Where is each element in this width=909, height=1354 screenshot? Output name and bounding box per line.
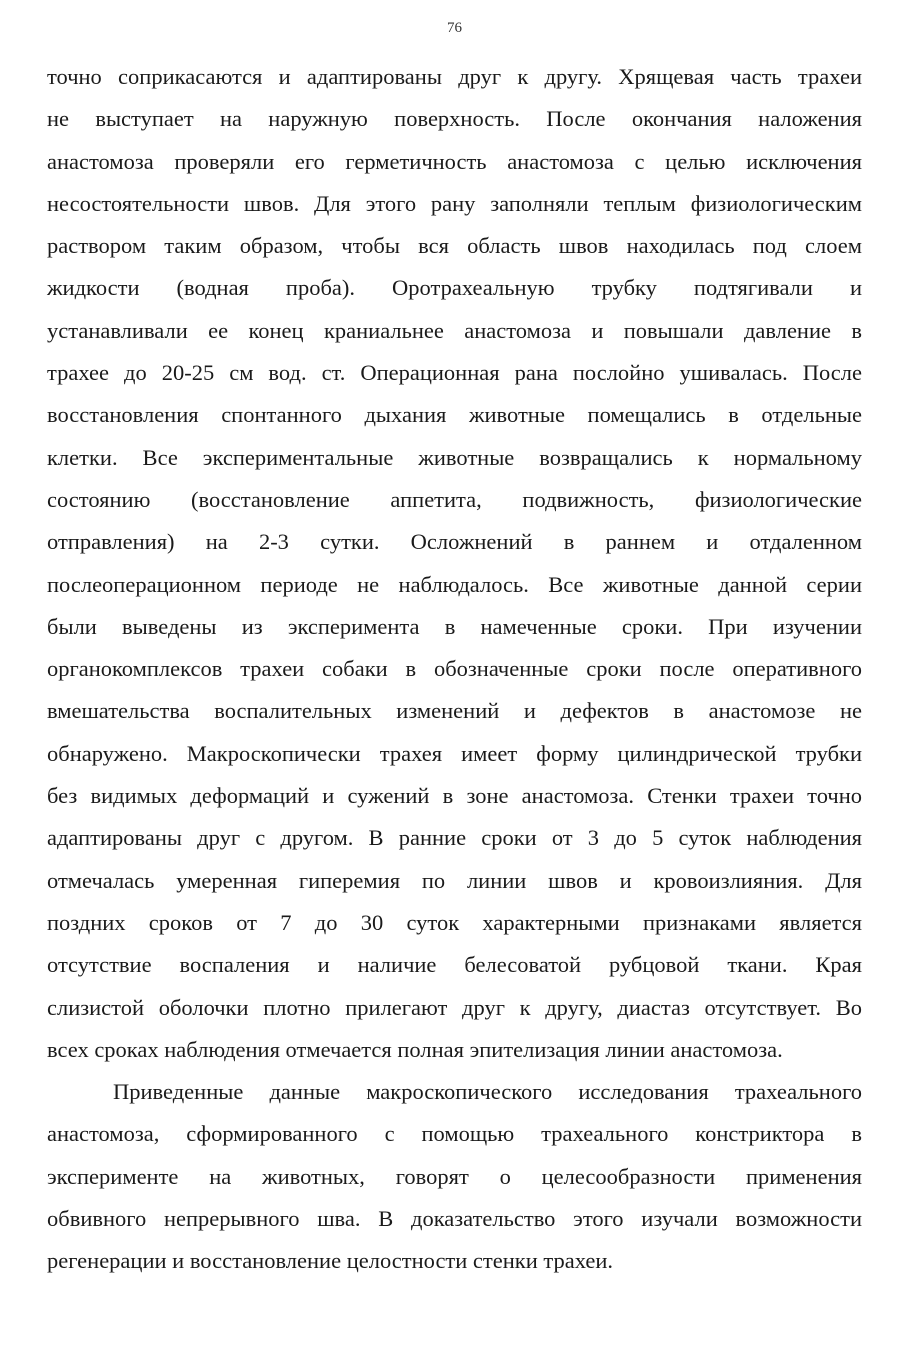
text-line: Приведенные данные макроскопического исследования трахеального xyxy=(113,1079,862,1105)
text-line: эксперименте на животных, говорят о целесообразности применения xyxy=(47,1163,862,1189)
text-line: вмешательства воспалительных изменений и дефектов в анастомозе не xyxy=(47,698,862,724)
text-line: обвивного непрерывного шва. В доказательство этого изучали возможности xyxy=(47,1206,862,1232)
text-line: анастомоза проверяли его герметичность анастомоза с целью исключения xyxy=(47,148,862,174)
paragraph-2 xyxy=(47,1071,862,1282)
text-line: поздних сроков от 7 до 30 суток характерными признаками является xyxy=(47,909,862,935)
text-line: устанавливали ее конец краниальнее анастомоза и повышали давление в xyxy=(47,317,862,343)
text-line: несостоятельности швов. Для этого рану заполняли теплым физиологическим xyxy=(47,190,862,216)
text-line: адаптированы друг с другом. В ранние сроки от 3 до 5 суток наблюдения xyxy=(47,825,862,851)
text-line: были выведены из эксперимента в намеченные сроки. При изучении xyxy=(47,613,862,639)
text-line: обнаружено. Макроскопически трахея имеет форму цилиндрической трубки xyxy=(47,740,862,766)
text-line: состоянию (восстановление аппетита, подвижность, физиологические xyxy=(47,486,862,512)
text-line: отмечалась умеренная гиперемия по линии швов и кровоизлияния. Для xyxy=(47,867,862,893)
text-line: отправления) на 2-3 сутки. Осложнений в раннем и отдаленном xyxy=(47,529,862,555)
text-line: не выступает на наружную поверхность. После окончания наложения xyxy=(47,106,862,132)
text-line: раствором таким образом, чтобы вся область швов находилась под слоем xyxy=(47,233,862,259)
text-line: регенерации и восстановление целостности стенки трахеи. xyxy=(47,1248,614,1274)
text-line: восстановления спонтанного дыхания животные помещались в отдельные xyxy=(47,402,862,428)
body-text xyxy=(47,56,862,1283)
text-line: анастомоза, сформированного с помощью трахеального констриктора в xyxy=(47,1121,862,1147)
text-line: точно соприкасаются и адаптированы друг к другу. Хрящевая часть трахеи xyxy=(47,64,862,89)
text-line: клетки. Все экспериментальные животные возвращались к нормальному xyxy=(47,444,862,470)
text-line: слизистой оболочки плотно прилегают друг к другу, диастаз отсутствует. Во xyxy=(47,994,862,1020)
text-line: послеоперационном периоде не наблюдалось. Все животные данной серии xyxy=(47,571,862,597)
text-line: жидкости (водная проба). Оротрахеальную трубку подтягивали и xyxy=(47,275,862,301)
paragraph-1 xyxy=(47,56,862,1071)
page-number: 76 xyxy=(447,20,462,36)
text-line: без видимых деформаций и сужений в зоне анастомоза. Стенки трахеи точно xyxy=(47,783,862,809)
text-line: органокомплексов трахеи собаки в обозначенные сроки после оперативного xyxy=(47,656,862,682)
text-line: трахее до 20-25 см вод. ст. Операционная рана послойно ушивалась. После xyxy=(47,360,862,386)
text-line: отсутствие воспаления и наличие белесоватой рубцовой ткани. Края xyxy=(47,952,862,978)
text-line: всех сроках наблюдения отмечается полная эпителизация линии анастомоза. xyxy=(47,1036,783,1062)
